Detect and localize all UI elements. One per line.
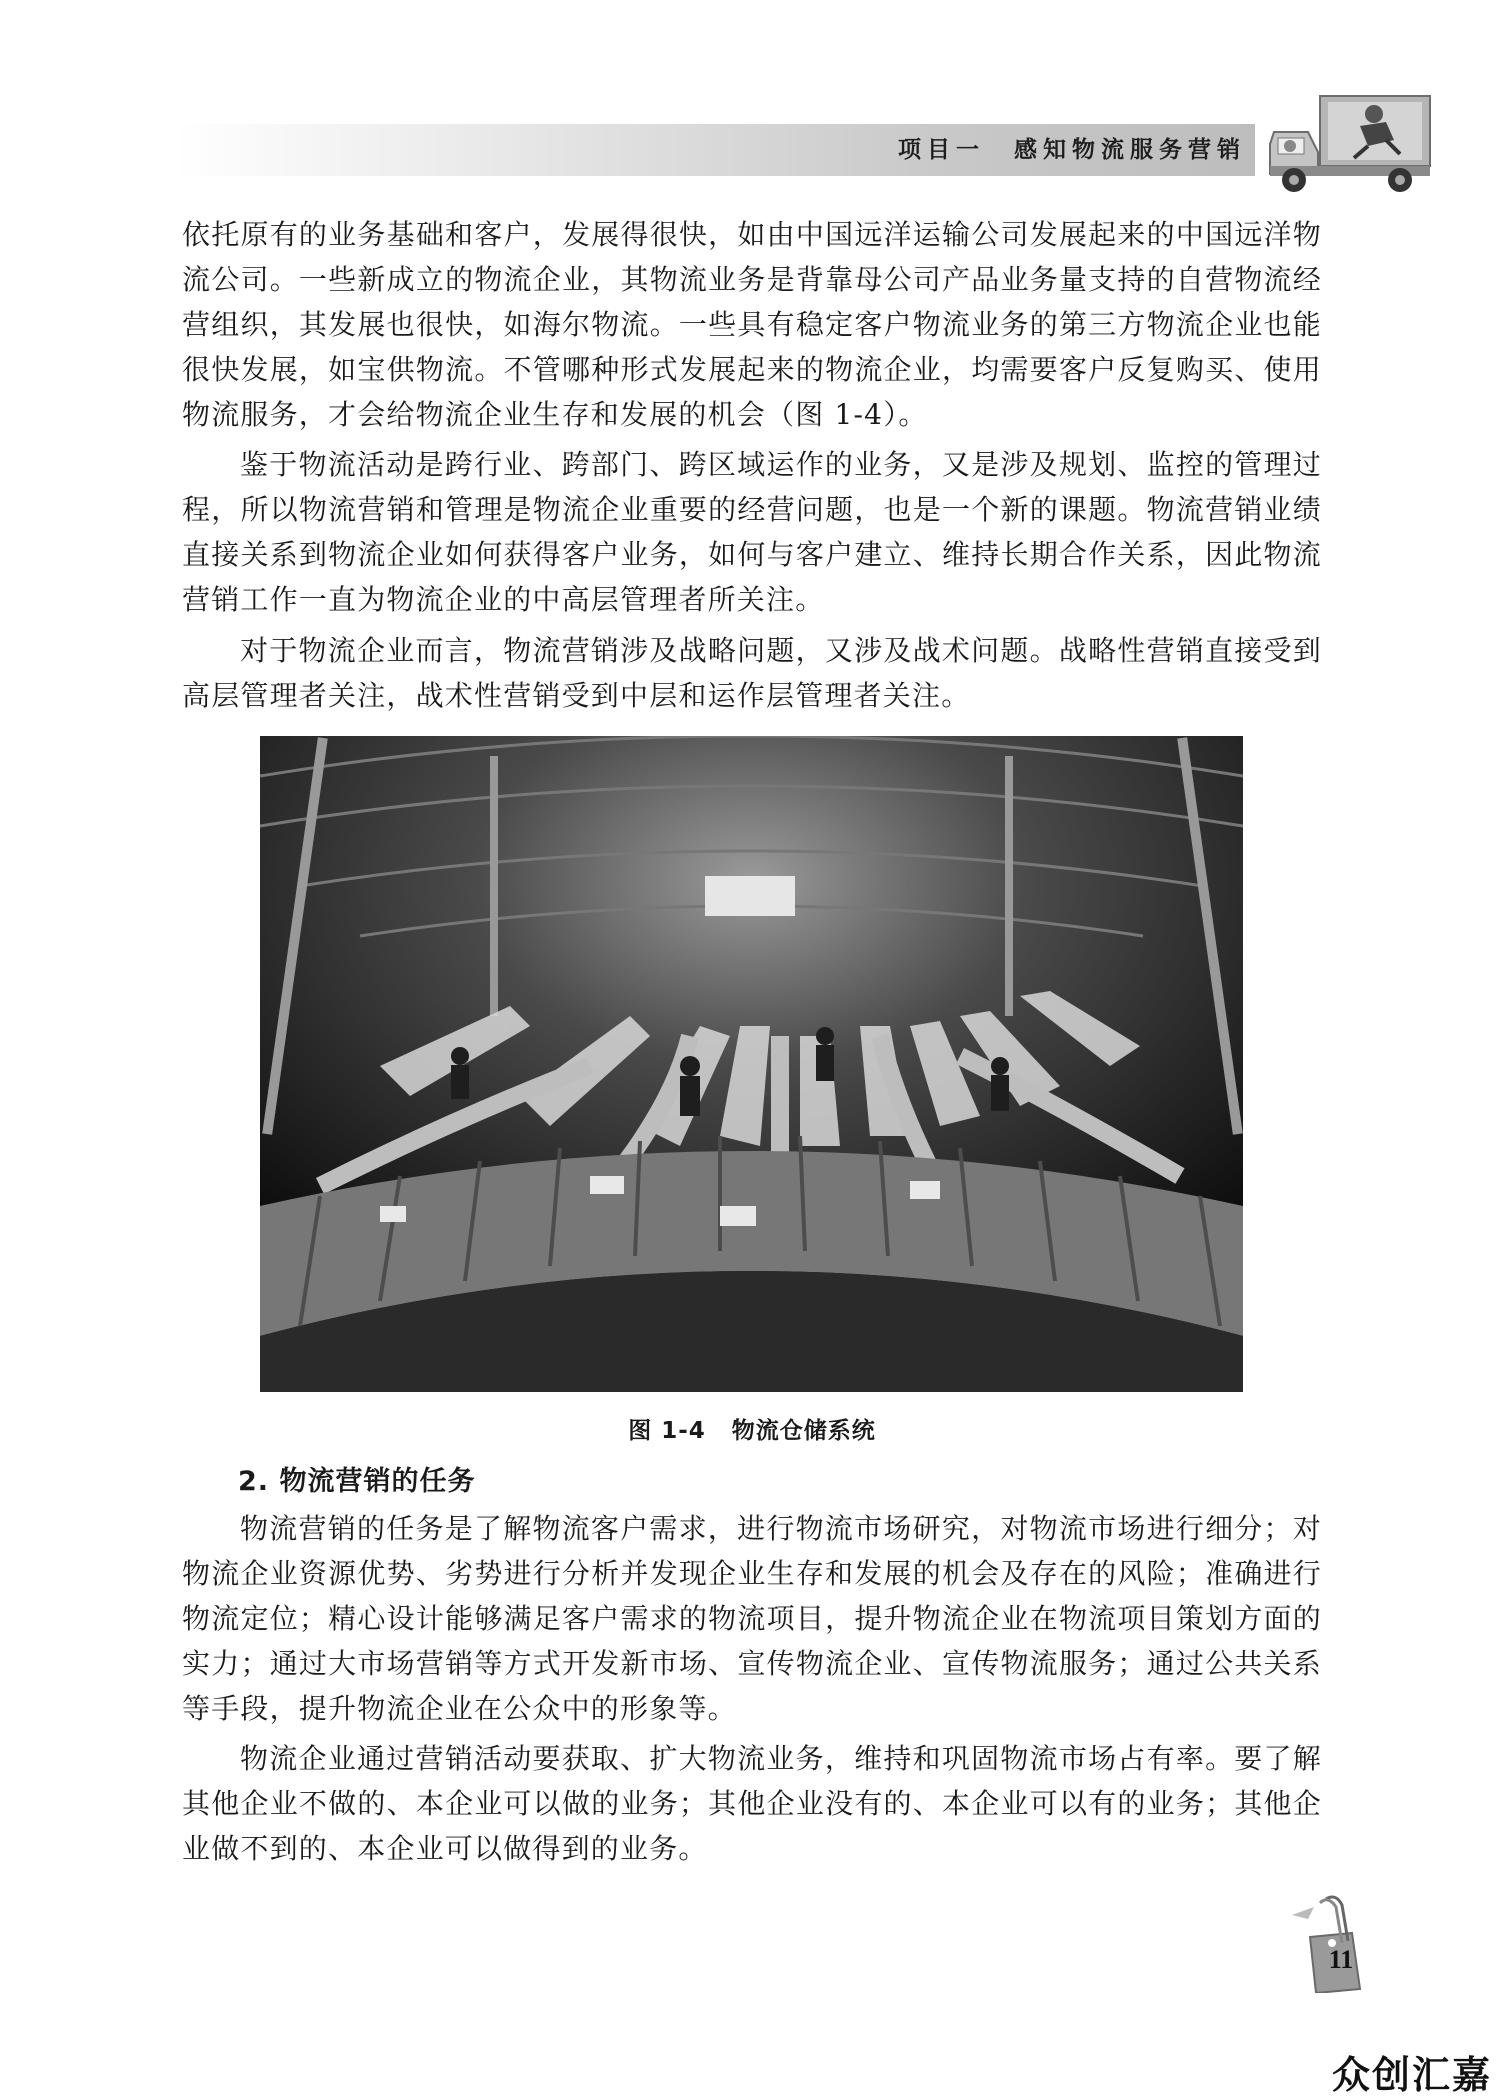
paragraph-1: 依托原有的业务基础和客户，发展得很快，如由中国远洋运输公司发展起来的中国远洋物流公司。一些新成立的物流企业，其物流业务是背靠母公司产品业务量支持的自营物流经营组织，其发展也很快，如海尔物流。一些具有稳定客户物流业务的第三方物流企业也能很快发展，如宝供物流。不管哪种形式发展起来的物流企业，均需要客户反复购买、使用物流服务，才会给物流企业生存和发展的机会（图 1-4）。 — [182, 218, 1322, 431]
page-number: 11 — [1328, 1945, 1354, 1974]
section-heading: 2. 物流营销的任务 — [238, 1466, 476, 1497]
delivery-truck-icon — [1268, 92, 1433, 196]
figure-caption — [0, 1412, 1504, 1445]
figure-title: 物流仓储系统 — [731, 1418, 876, 1444]
watermark: 众创汇嘉 — [1332, 2053, 1493, 2097]
paragraph-4: 物流营销的任务是了解物流客户需求，进行物流市场研究，对物流市场进行细分；对物流企业资源优势、劣势进行分析并发现企业生存和发展的机会及存在的风险；准确进行物流定位；精心设计能够满足客户需求的物流项目，提升物流企业在物流项目策划方面的实力；通过大市场营销等方式开发新市场、宣传物流企业、宣传物流服务；通过公共关系等手段，提升物流企业在公众中的形象等。 — [182, 1512, 1322, 1725]
paragraph-5: 物流企业通过营销活动要获取、扩大物流业务，维持和巩固物流市场占有率。要了解其他企业不做的、本企业可以做的业务；其他企业没有的、本企业可以有的业务；其他企业做不到的、本企业可以做得到的业务。 — [182, 1742, 1322, 1865]
figure-label: 图 1-4 — [628, 1418, 706, 1444]
paperclip-tag-icon — [1286, 1893, 1372, 1993]
paragraph-2: 鉴于物流活动是跨行业、跨部门、跨区域运作的业务，又是涉及规划、监控的管理过程，所以物流营销和管理是物流企业重要的经营问题，也是一个新的课题。物流营销业绩直接关系到物流企业如何获得客户业务，如何与客户建立、维持长期合作关系，因此物流营销工作一直为物流企业的中高层管理者所关注。 — [182, 448, 1322, 616]
paragraph-3: 对于物流企业而言，物流营销涉及战略问题，又涉及战术问题。战略性营销直接受到高层管理者关注，战术性营销受到中层和运作层管理者关注。 — [182, 634, 1322, 712]
chapter-title: 项目一 感知物流服务营销 — [898, 137, 1246, 163]
warehouse-photo — [260, 736, 1243, 1392]
